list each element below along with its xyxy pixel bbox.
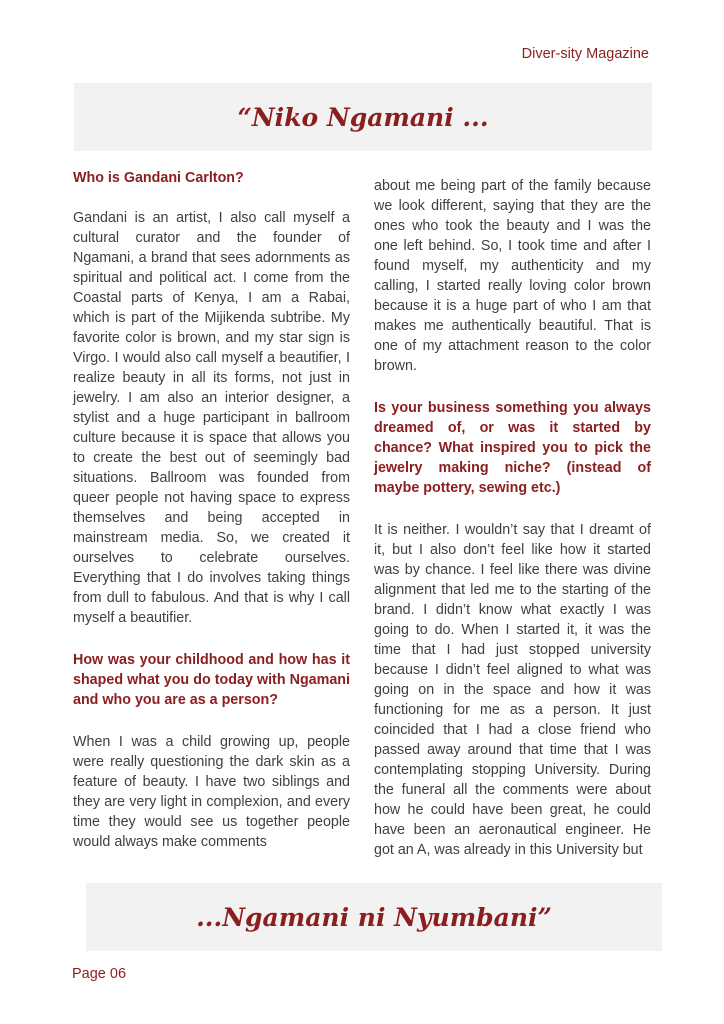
question-heading: How was your childhood and how has it shaped what you do today with Ngamani and who you are as a person? [73,652,350,708]
page-number: Page 06 [72,966,127,982]
answer-paragraph: It is neither. I wouldn’t say that I dreamt of it, but I also don’t feel like how it started was by chance. I feel like there was divine alignment that led me to the starting of the brand. I didn’t know what exactly I was going to do. When I started it, it was the time that I had just stopped university because I didn’t feel aligned to what was going on in the space and how it was functioning for me as a person. It just coincided that I had a close friend who passed away around that time that I was contemplating stopping University. During the funeral all the comments were about how he could have been great, he could have been an aeronautical engineer. He got an A, was already in this University but [374,522,651,858]
answer-paragraph: When I was a child growing up, people were really questioning the dark skin as a feature of beauty. I have two siblings and they are very light in complexion, and every time they would see us together people would always make comments [73,734,350,850]
left-column [73,168,350,874]
bottom-banner [86,883,662,951]
top-banner [74,83,652,151]
top-banner-title: “Niko Ngamani ... [237,102,489,132]
answer-paragraph: about me being part of the family because we look different, saying that they are the ones who took the beauty and I was the one left behind. So, I took time and after I found myself, my authenticity and my calling, I started really loving color brown because it is a huge part of who I am that makes me authentically beautiful. That is one of my attachment reason to the color brown. [374,178,651,374]
magazine-name: Diver-sity Magazine [521,46,649,62]
bottom-banner-title: ...Ngamani ni Nyumbani” [196,902,552,932]
question-heading: Who is Gandani Carlton? [73,170,244,186]
answer-paragraph: Gandani is an artist, I also call myself a cultural curator and the founder of Ngamani, a brand that sees adornments as spiritual and political act. I come from the Coastal parts of Kenya, I am a Rabai, which is part of the Mijikenda subtribe. My favorite color is brown, and my star sign is Virgo. I would also call myself a beautifier, I realize beauty in all its forms, not just in jewelry. I am also an interior designer, a stylist and a huge participant in ballroom culture because it is space that allows you to create the best out of seemingly bad situations. Ballroom was founded from queer people not having space to express themselves and being accepted in mainstream media. So, we created it ourselves to celebrate ourselves. Everything that I do involves taking things from dull to fabulous. And that is why I call myself a beautifier. [73,210,350,626]
right-column [374,176,651,882]
question-heading: Is your business something you always dreamed of, or was it started by chance? What inspired you to pick the jewelry making niche? (instead of maybe pottery, sewing etc.) [374,400,651,496]
